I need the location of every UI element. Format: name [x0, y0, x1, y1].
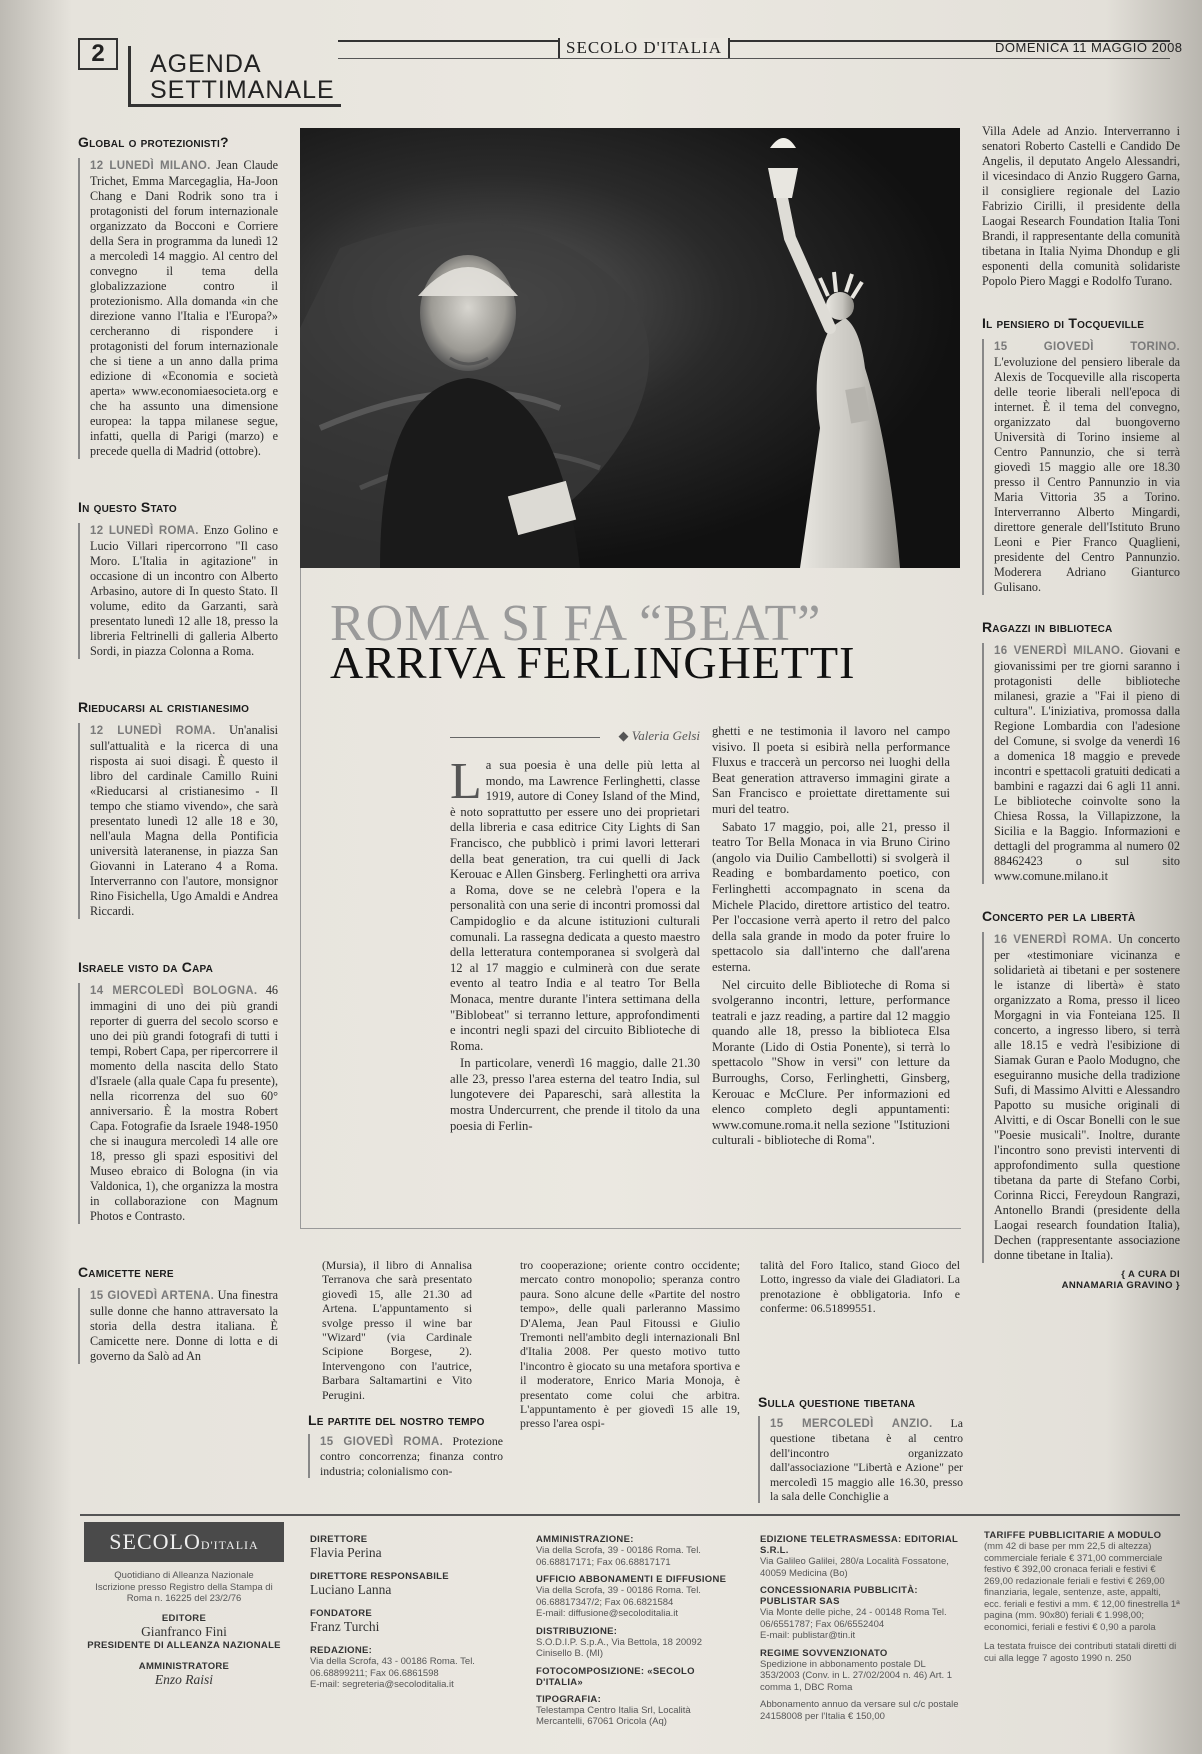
founder-name: Franz Turchi: [310, 1619, 380, 1634]
signature-block: { A CURA DI ANNAMARIA GRAVINO }: [1061, 1269, 1180, 1291]
testata-text: La testata fruisce dei contributi statali diretti di cui alla legge 7 agosto 1990 n. 250: [984, 1641, 1177, 1664]
article-text: Villa Adele ad Anzio. Interverranno i senatori Roberto Castelli e Candido De Angelis, il deputato Angelo Alessandri, il vicesindaco di Anzio Ruggero Garna, il consigliere regionale del Lazio Fabrizio Cirilli, il presidente della Laogai Research Foundation Italia Toni Brandi, il rappresentante della comunità tibetana in Italia Nyima Dhondup e gli esponenti della comunità solidariste Popolo Piero Maggi e Rodolfo Turano.: [982, 124, 1180, 288]
section-heading: Israele visto da Capa: [78, 959, 214, 975]
section-heading: Ragazzi in biblioteca: [982, 619, 1113, 635]
article-text: Jean Claude Trichet, Emma Marcegaglia, Ha-Joon Chang e Dani Rodrik sono tra i protagonisti del forum internazionale organizzato da Bocconi e Corriere della Sera in programma da lunedì 12 a mercoledì 14 maggio. Al centro del convegno il tema della globalizzazione contro il protezionismo. Alla domanda «in che direzione vanno l'Italia e l'Europa?» cercheranno di rispondere i protagonisti del forum internazionale che si tiene a un anno dalla prima edizione di «Economia e società aperta» www.economiaesocieta.org e che ha assunto una dimensione europea: la tappa milanese segue, infatti, quella di Parigi (marzo) e precede quella di Madrid (ottobre).: [90, 158, 279, 458]
bottom-column-4: [760, 1258, 960, 1318]
redazione-label: REDAZIONE:: [310, 1645, 373, 1656]
editor-name: Gianfranco Fini: [141, 1623, 227, 1639]
article-block: [982, 932, 1180, 1263]
article-block: [78, 523, 278, 659]
photo-illustration: [300, 128, 960, 568]
abbonamento-text: Abbonamento annuo da versare sul c/c postale 24158008 per l'Italia € 150,00: [760, 1699, 959, 1722]
distr-label: DISTRIBUZIONE:: [536, 1625, 618, 1637]
editor-role: PRESIDENTE DI ALLEANZA NAZIONALE: [87, 1639, 281, 1651]
event-kicker: 15 GIOVEDÌ ARTENA.: [90, 1290, 215, 1302]
author-name: Valeria Gelsi: [631, 728, 700, 743]
reg-label: REGIME SOVVENZIONATO: [760, 1647, 888, 1659]
article-block: [758, 1416, 963, 1503]
ed-label: EDIZIONE TELETRASMESSA: EDITORIAL S.R.L.: [760, 1534, 958, 1556]
article-text: Una finestra sulle donne che hanno attraversato la storia della destra italiana. È Camicette nere. Donne di lotta e di governo da Salò ad An: [90, 1288, 278, 1363]
amm-label: AMMINISTRAZIONE:: [536, 1534, 634, 1545]
pub-address: Via Monte delle piche, 24 - 00148 Roma Tel. 06/6551787; Fax 06/6552404: [760, 1607, 947, 1630]
resp-director-label: DIRETTORE RESPONSABILE: [310, 1571, 449, 1582]
colophon-edition: [760, 1534, 965, 1722]
article-text: Giovani e giovanissimi per tre giorni saranno i protagonisti delle biblioteche milanesi, grazie a "Fai il pieno di cultura". L'iniziativa, promossa dalla Regione Lombardia con l'adesione del Comune, si svolge da venerdì 16 a domenica 18 maggio e prevede incontri e spettacoli gratuiti dedicati a bambini e ragazzi dai 6 agli 11 anni. Le biblioteche coinvolte sono la Chiesa Rossa, la Villapizzone, la Sicilia e la Baggio. Informazioni e dettagli del programma al numero 02 88462423 o sul sito www.comune.milano.it: [994, 643, 1180, 883]
article-photo: [300, 128, 960, 568]
pub-email: E-mail: publistar@tin.it: [760, 1630, 856, 1641]
section-heading: Il pensiero di Tocqueville: [982, 315, 1145, 331]
article-paragraph: ghetti e ne testimonia il lavoro nel campo visivo. Il poeta si esibirà nella performance Fluxus e traccerà un percorso nei luoghi della Beat generation attraverso immagini girate a San Francisco e proiettate direttamente sui muri del teatro.: [712, 724, 950, 816]
left-column: [78, 134, 278, 1366]
resp-director-name: Luciano Lanna: [310, 1582, 392, 1597]
redazione-email: E-mail: segreteria@secoloditalia.it: [310, 1679, 454, 1690]
colophon-tariffs: [984, 1530, 1180, 1664]
colophon-left: [84, 1570, 284, 1688]
bottom-column-5: [758, 1394, 963, 1505]
distr-address: S.O.D.I.P. S.p.A., Via Bettola, 18 20092 Cinisello B. (MI): [536, 1636, 703, 1659]
section-heading: In questo Stato: [78, 499, 177, 515]
event-kicker: 12 LUNEDÌ MILANO.: [90, 160, 211, 172]
drop-cap: L: [450, 753, 482, 810]
abb-address: Via della Scrofa, 39 - 00186 Roma. Tel. 06.68817347/2; Fax 06.6821584: [536, 1585, 701, 1608]
bottom-column-2: [308, 1412, 503, 1480]
section-heading: Sulla questione tibetana: [758, 1394, 916, 1410]
registration: Iscrizione presso Registro della Stampa di Roma n. 16225 del 23/2/76: [95, 1581, 273, 1604]
article-paragraph: Nel circuito delle Biblioteche di Roma si svolgeranno incontri, letture, performance teatrali e jazz reading, a partire dal 12 maggio quando alle 18, presso la biblioteca Elsa Morante (Lido di Ostia Ponente), si terrà lo spettacolo "Show in versi" con letture da Burroughs, Corso, Ferlinghetti, Ginsberg, Kerouac e McClure. Per informazioni ed elenco completo degli appuntamenti: www.comune.roma.it nella sezione "Istituzioni culturali - biblioteche di Roma".: [712, 977, 950, 1148]
pub-label: CONCESSIONARIA PUBBLICITÀ: PUBLISTAR SAS: [760, 1585, 918, 1607]
footer-rule: [80, 1514, 1180, 1516]
logo-text: SECOLO: [109, 1529, 201, 1554]
article-text: Un'analisi sull'attualità e la ricerca di una risposta ai suoi disagi. È questo il libro del cardinale Camillo Ruini «Rieducarsi al cristianesimo - Il tempo che stiamo vivendo», che sarà presentato lunedì 12 alle 18 e 30, nell'aula Magna della Pontificia università lateranense, in piazza San Giovanni in Laterano 4 a Roma. Interverranno con l'autore, monsignor Rino Fisichella, Ugo Amaldi e Andrea Riccardi.: [90, 723, 278, 918]
headline-grey: ROMA SI FA “BEAT”: [330, 595, 822, 652]
logo-small: D'ITALIA: [200, 1538, 259, 1552]
section-heading: Rieducarsi al cristianesimo: [78, 699, 250, 715]
event-kicker: 14 MERCOLEDÌ BOLOGNA.: [90, 985, 258, 997]
page-number: 2: [78, 38, 118, 70]
ed-address: Via Galileo Galilei, 280/a Località Fossatone, 40059 Medicina (Bo): [760, 1556, 949, 1579]
article-column-2: [712, 724, 950, 1151]
amm-address: Via della Scrofa, 39 - 00186 Roma. Tel. 06.68817171; Fax 06.68817171: [536, 1545, 701, 1568]
article-text: talità del Foro Italico, stand Gioco del Lotto, ingresso da viale dei Gladiatori. La prenotazione è obbligatoria. Info e conferme: 06.51899551.: [760, 1258, 960, 1316]
tariffe-label: TARIFFE PUBBLICITARIE A MODULO: [984, 1530, 1162, 1541]
headline: ARRIVA FERLINGHETTI: [330, 637, 856, 688]
tipo-label: TIPOGRAFIA:: [536, 1693, 602, 1705]
signature-name: ANNAMARIA GRAVINO: [1061, 1280, 1173, 1291]
article-text: 46 immagini di uno dei più grandi reporter di guerra del secolo scorso e uno dei più grandi fotografi di tutti i tempi, Robert Capa, per ripercorrere il momento della nascita dello Stato d'Israele (alla quale Capa fu presente), nella ricorrenza del suo 60° anniversario. È la mostra Robert Capa. Fotografie da Israele 1948-1950 che si inaugura mercoledì 14 alle ore 18, presso gli spazi espositivi del Museo ebraico di Bologna (in via Valdonica, 1), che organizza la mostra in collaborazione con Magnum Photos e Contrasto.: [90, 983, 278, 1223]
admin-name: Enzo Raisi: [154, 1671, 214, 1687]
editor-label: EDITORE: [161, 1612, 207, 1624]
abb-email: E-mail: diffusione@secoloditalia.it: [536, 1608, 679, 1619]
bottom-column-1: [322, 1258, 472, 1404]
abb-label: UFFICIO ABBONAMENTI E DIFFUSIONE: [536, 1574, 727, 1585]
event-kicker: 15 MERCOLEDÌ ANZIO.: [770, 1418, 933, 1430]
event-kicker: 16 VENERDÌ MILANO.: [994, 645, 1124, 657]
section-heading: Camicette nere: [78, 1264, 174, 1280]
article-text: Enzo Golino e Lucio Villari ripercorrono "Il caso Moro. L'Italia in agitazione" in occasione di un incontro con Alberto Arbasino, autore di In questo Stato. Il volume, edito da Garzanti, sarà presentato lunedì 12 alle 18, presso la libreria Feltrinelli di galleria Alberto Sordi, in piazza Colonna a Roma.: [90, 523, 279, 658]
right-column: [982, 124, 1180, 1291]
article-paragraph: In particolare, venerdì 16 maggio, dalle 21.30 alle 23, presso l'area esterna del teatro India, sul lungotevere dei Papareschi, sarà allestita la mostra Undercurrent, che prende il titolo da una poesia di Ferlin-: [450, 1056, 700, 1133]
director-label: DIRETTORE: [310, 1534, 368, 1545]
footer-logo: [84, 1522, 284, 1562]
article-text: La questione tibetana è al centro dell'incontro organizzato dall'associazione "Libertà e Azione" per mercoledì 15 maggio alle 16.30, presso la sala delle Conchiglie a: [770, 1416, 963, 1504]
paper-subtitle: Quotidiano di Alleanza Nazionale: [114, 1570, 254, 1581]
article-block: [982, 339, 1180, 595]
section-heading: Global o protezionisti?: [78, 134, 229, 150]
article-paragraph: Sabato 17 maggio, poi, alle 21, presso il teatro Tor Bella Monaca in via Bruno Cirino (angolo via Duilio Cambellotti) si svolgerà il Reading e bombardamento poetico, con Ferlinghetti accompagnato in scena da Michele Placido, direttore artistico del teatro. Per l'occasione verrà aperto il retro del palco della sala grande in modo da poter fruire lo spettacolo sia dall'interno che dall'arena esterna.: [712, 819, 950, 974]
article-block: [308, 1434, 503, 1478]
signature-label: A CURA DI: [1128, 1269, 1180, 1280]
event-kicker: 12 LUNEDÌ ROMA.: [90, 725, 216, 737]
event-kicker: 16 VENERDÌ ROMA.: [994, 934, 1113, 946]
issue-date: DOMENICA 11 MAGGIO 2008: [995, 40, 1183, 55]
tipo-address: Telestampa Centro Italia Srl, Località Mercantelli, 67061 Oricola (Aq): [536, 1704, 691, 1727]
admin-label: AMMINISTRATORE: [138, 1660, 230, 1672]
article-paragraph: a sua poesia è una delle più letta al mondo, ma Lawrence Ferlinghetti, classe 1919, autore di Coney Island of the Mind, è noto soprattutto per essere uno dei proprietari della libreria e casa editrice City Lights di San Francisco, che pubblicò i primi lavori letterari della beat generation, tra cui quelli di Jack Kerouac e Allen Ginsberg. Ferlinghetti ora arriva a Roma, dove se ne celebrà l'opera e la personalità con una serie di incontri promossi dal Campidoglio e da alcune istituzioni culturali comunali. La rassegna dedicata a questo maestro della letteratura contemporanea si svolgerà dal 12 al 17 maggio e culminerà con due serate evento al teatro India e al teatro Tor Bella Monaca, mentre durante l'intera settimana della "Biblobeat" si terranno letture, approfondimenti e incontri negli spazi del circuito Biblioteche di Roma.: [450, 758, 700, 1053]
foto-label: FOTOCOMPOSIZIONE: «SECOLO D'ITALIA»: [536, 1665, 695, 1688]
section-heading: Concerto per la libertà: [982, 908, 1136, 924]
article-column-1: [450, 753, 700, 1136]
director-name: Flavia Perina: [310, 1545, 382, 1560]
event-kicker: 15 GIOVEDÌ ROMA.: [320, 1436, 444, 1448]
colophon-admin: [536, 1534, 736, 1728]
section-heading: Le partite del nostro tempo: [308, 1412, 485, 1428]
article-text: Protezione contro concorrenza; finanza contro industria; colonialismo con-: [320, 1434, 503, 1478]
article-block: [78, 983, 278, 1224]
event-kicker: 12 LUNEDÌ ROMA.: [90, 525, 199, 537]
section-title-line1: AGENDA: [150, 50, 262, 78]
article-text: L'evoluzione del pensiero liberale da Alexis de Tocqueville alla riscoperta delle teorie liberali nell'epoca di internet. È il tema del convegno, organizzato dal buongoverno Università di Torino insieme al Centro Pannunzio, che si terrà giovedì 15 maggio alle ore 18.30 presso il Centro Pannunzio in via Maria Vittoria 35 a Torino. Interverranno Alberto Mingardi, direttore generale dell'Istituto Bruno Leoni e Pier Franco Quaglieni, presidente del Centro Pannunzio. Moderera Adriano Gianturco Gulisano.: [994, 355, 1180, 594]
article-text: tro cooperazione; oriente contro occidente; mercato contro monopolio; speranza contro paura. Sono alcune delle «Partite del nostro tempo», delle quali parleranno Massimo D'Alema, Jean Paul Fitoussi e Giulio Tremonti nell'ambito degli internazionali Bnl d'Italia 2008. Per questo motivo tutto l'incontro è giocato su una metafora sportiva e il moderatore, Enrico Maria Monoja, è presentato come colui che arbitra. L'appuntamento è per giovedì 15 alle 19, presso l'area ospi-: [520, 1258, 740, 1431]
article-block: [78, 158, 278, 459]
article-text: Un concerto per «testimoniare vicinanza e solidarietà ai tibetani e per sostenere le istanze di libertà» è stato organizzato a Roma, presso il liceo Morgagni in via Fonteiana 125. Il concerto, a ingresso libero, si terrà alle 18.15 e vedrà l'esibizione di Siamak Guran e Paolo Modugno, che eseguiranno musiche della tradizione Sufi, di Massimo Alvitti e Alessandro Papotto su musiche originali di Alvitti, e di Oscar Bonelli con le sue "Poesie musicali". Inoltre, durante l'incontro sono previsti interventi di approfondimento sulla questione tibetana da parte di Stefano Corbi, Corinna Ricci, Fereydoun Rangrazi, Antonello Brandi (presidente della Laogai research foundation Italia), Dechen (rappresentante associazione donne tibetane in Italia).: [994, 932, 1181, 1262]
event-kicker: 15 GIOVEDÌ TORINO.: [994, 341, 1180, 353]
article-block: [78, 723, 278, 919]
section-title-line2: SETTIMANALE: [150, 76, 335, 104]
tariffe-text: (mm 42 di base per mm 22,5 di altezza) commerciale feriale € 371,00 commerciale festivo € 392,00 cronaca feriali e festivi € 269,00 redazionale feriali e festivi € 269,00 finanziaria, legale, sentenze, aste, appalti, ecc. feriali e festivi a mm. € 12,00 finestrella 1ª pagina (mm. 90x80) feriali € 1.998,00; economici, feriali e festivi € 0,90 a parola: [984, 1541, 1180, 1633]
founder-label: FONDATORE: [310, 1608, 372, 1619]
article-block: [78, 1288, 278, 1364]
header-rule-thin: [338, 58, 1170, 59]
reg-text: Spedizione in abbonamento postale DL 353/2003 (Conv. in L. 27/02/2004 n. 46) Art. 1 comma 1, DBC Roma: [760, 1658, 953, 1693]
masthead: SECOLO D'ITALIA: [558, 38, 730, 58]
colophon-directors: [310, 1534, 510, 1691]
article-block: [982, 643, 1180, 884]
byline: ◆ Valeria Gelsi: [618, 728, 700, 743]
redazione-address: Via della Scrofa, 43 - 00186 Roma. Tel. 06.68899211; Fax 06.6861598: [310, 1656, 475, 1679]
bottom-column-3: [520, 1258, 740, 1433]
article-block: [982, 124, 1180, 289]
article-text: (Mursia), il libro di Annalisa Terranova che sarà presentato giovedì 15, alle 21.30 ad Artena. L'appuntamento si svolge presso il wine bar "Wizard" (via Cardinale Scipione Borgese, 2). Intervengono con l'autrice, Barbara Saltamartini e Vito Perugini.: [322, 1258, 472, 1402]
